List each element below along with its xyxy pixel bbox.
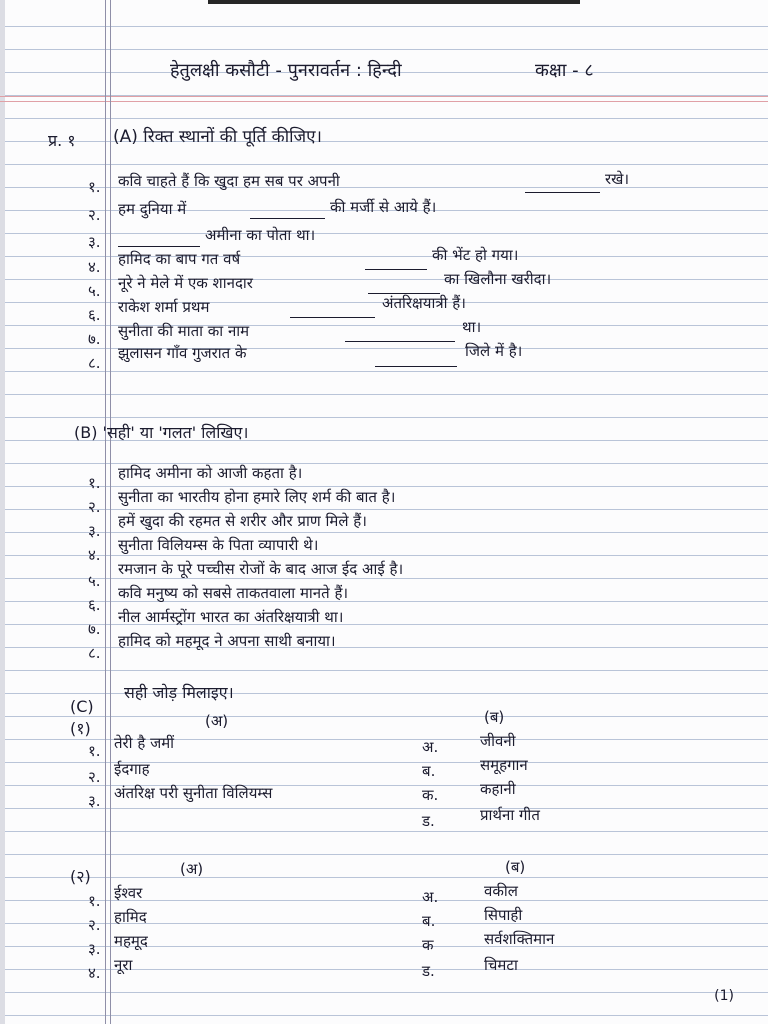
b-item-num: ४. [88,546,101,564]
c2-right-letter: ड. [422,962,435,980]
a-item-text: हम दुनिया में [118,200,187,218]
fill-blank [250,204,325,219]
a-item-num: २. [88,206,101,224]
column-a-header: (अ) [205,712,229,730]
question-label: प्र. १ [48,131,76,150]
c2-left-num: १. [88,892,101,910]
c1-left-text: अंतरिक्ष परी सुनीता विलियम्स [114,784,273,802]
class-label: कक्षा - ८ [535,60,594,81]
c2-right-letter: अ. [422,888,439,906]
c2-right-letter: क [422,936,434,954]
b-item-text: सुनीता का भारतीय होना हमारे लिए शर्म की बात है। [118,488,396,506]
b-item-num: २. [88,498,101,516]
column-a-header: (अ) [180,860,204,878]
margin-line-inner [110,0,111,1024]
c2-right-letter: ब. [422,912,436,930]
b-item-text: नील आर्मस्ट्रोंग भारत का अंतरिक्षयात्री था। [118,608,344,626]
b-item-num: १. [88,474,101,492]
c2-right-text: चिमटा [484,956,518,974]
fill-blank [345,327,455,342]
a-item-text-end: था। [462,318,482,336]
c2-right-text: वकील [484,882,518,900]
b-item-num: ३. [88,522,101,540]
section-c-heading: सही जोड़ मिलाइए। [124,683,234,702]
b-item-num: ६. [88,596,101,614]
header-rule-top [0,96,768,97]
a-item-text: सुनीता की माता का नाम [118,322,250,340]
c1-left-num: ३. [88,792,101,810]
c2-left-text: ईश्वर [114,884,143,902]
b-item-text: हामिद को महमूद ने अपना साथी बनाया। [118,632,336,650]
section-a-heading: (A) रिक्त स्थानों की पूर्ति कीजिए। [113,127,322,147]
a-item-num: ६. [88,306,101,324]
column-b-header: (ब) [484,708,505,726]
a-item-num: ५. [88,282,101,300]
a-item-text: झुलासन गाँव गुजरात के [118,344,247,362]
c1-right-text: जीवनी [480,732,516,750]
page-title: हेतुलक्षी कसौटी - पुनरावर्तन : हिन्दी [170,60,402,81]
b-item-num: ५. [88,572,101,590]
b-item-text: रमजान के पूरे पच्चीस रोजों के बाद आज ईद आई है। [118,560,404,578]
column-b-header: (ब) [505,858,526,876]
b-item-text: कवि मनुष्य को सबसे ताकतवाला मानते हैं। [118,584,349,602]
b-item-num: ८. [88,644,101,662]
c1-right-letter: ब. [422,762,436,780]
a-item-num: ७. [88,330,101,348]
c2-left-num: २. [88,916,101,934]
fill-blank [375,352,457,367]
a-item-num: ८. [88,354,101,372]
fill-blank [365,255,427,270]
c1-left-num: २. [88,768,101,786]
c1-right-letter: क. [422,786,439,804]
c1-right-text: समूहगान [480,756,528,774]
c1-left-text: ईदगाह [114,760,150,778]
c2-left-text: हामिद [114,908,147,926]
a-item-text: नूरे ने मेले में एक शानदार [118,274,253,292]
a-item-text-end: का खिलौना खरीदा। [444,270,552,288]
a-item-text-end: की मर्जी से आये हैं। [330,198,437,216]
a-item-text: हामिद का बाप गत वर्ष [118,250,241,268]
c2-left-num: ३. [88,940,101,958]
a-item-text-end: अमीना का पोता था। [205,226,316,244]
c1-right-text: कहानी [480,780,516,798]
c2-left-text: नूरा [114,956,133,974]
header-rule-bottom [0,101,768,102]
a-item-text-end: जिले में है। [465,342,523,360]
a-item-text-end: अंतरिक्षयात्री हैं। [382,294,466,312]
fill-blank [368,279,440,294]
c1-right-text: प्रार्थना गीत [480,806,540,824]
b-item-text: हमें खुदा की रहमत से शरीर और प्राण मिले हैं। [118,512,367,530]
page-number: (1) [714,988,734,1004]
section-b-heading: (B) 'सही' या 'गलत' लिखिए। [74,423,249,442]
part2-label: (२) [70,867,91,886]
c2-left-num: ४. [88,964,101,982]
fill-blank [525,178,600,193]
top-edge-bar [208,0,580,4]
c2-left-text: महमूद [114,932,148,950]
a-item-text-end: की भेंट हो गया। [432,246,519,264]
section-c-label: (C) [70,697,94,716]
c1-right-letter: अ. [422,738,439,756]
a-item-num: १. [88,178,101,196]
a-item-num: ३. [88,233,101,251]
a-item-text: राकेश शर्मा प्रथम [118,298,210,316]
binding-edge [0,0,5,1024]
c1-right-letter: ड. [422,812,435,830]
b-item-text: हामिद अमीना को आजी कहता है। [118,464,303,482]
a-item-num: ४. [88,258,101,276]
b-item-text: सुनीता विलियम्स के पिता व्यापारी थे। [118,536,319,554]
part1-label: (१) [70,719,91,738]
margin-line [105,0,106,1024]
c2-right-text: सिपाही [484,906,523,924]
c1-left-text: तेरी है जमीं [114,734,175,752]
fill-blank [118,232,200,247]
c1-left-num: १. [88,742,101,760]
a-item-text-end: रखे। [605,170,630,188]
b-item-num: ७. [88,620,101,638]
a-item-text: कवि चाहते हैं कि खुदा हम सब पर अपनी [118,172,340,190]
c2-right-text: सर्वशक्तिमान [484,930,555,948]
fill-blank [290,303,375,318]
